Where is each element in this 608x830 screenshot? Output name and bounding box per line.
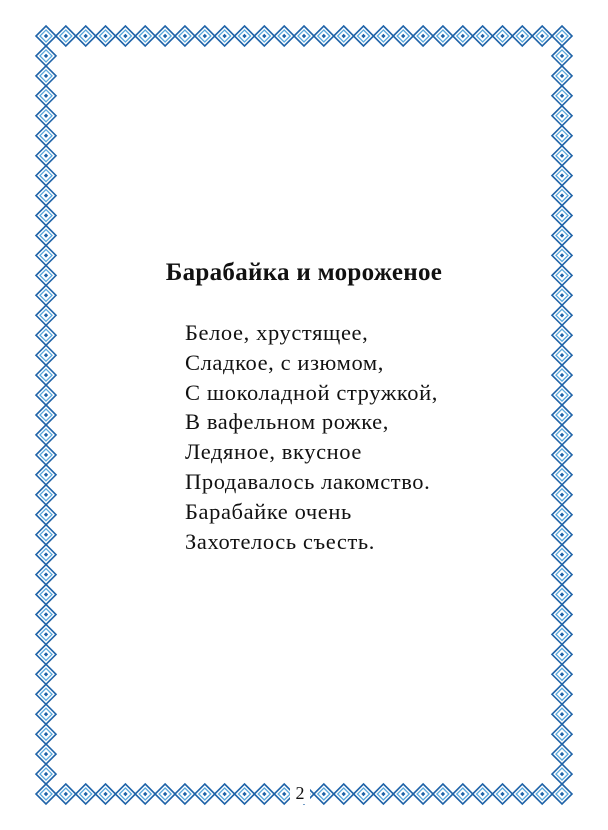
diamond-ornament-icon — [135, 784, 155, 804]
diamond-ornament-icon — [36, 505, 56, 525]
diamond-ornament-icon — [552, 425, 572, 445]
diamond-ornament-icon — [552, 46, 572, 66]
poem-line: В вафельном рожке, — [185, 409, 389, 435]
diamond-ornament-icon — [552, 106, 572, 126]
diamond-ornament-icon — [532, 784, 552, 804]
diamond-ornament-icon — [36, 405, 56, 425]
diamond-ornament-icon — [413, 784, 433, 804]
diamond-ornament-icon — [433, 26, 453, 46]
diamond-ornament-icon — [36, 186, 56, 206]
diamond-ornament-icon — [552, 325, 572, 345]
diamond-ornament-icon — [552, 624, 572, 644]
diamond-ornament-icon — [36, 425, 56, 445]
diamond-ornament-icon — [36, 624, 56, 644]
diamond-ornament-icon — [552, 684, 572, 704]
diamond-ornament-icon — [512, 26, 532, 46]
diamond-ornament-icon — [36, 86, 56, 106]
diamond-ornament-icon — [552, 605, 572, 625]
diamond-ornament-icon — [36, 166, 56, 186]
diamond-ornament-icon — [552, 585, 572, 605]
diamond-ornament-icon — [552, 644, 572, 664]
diamond-ornament-icon — [36, 764, 56, 784]
diamond-ornament-icon — [36, 724, 56, 744]
diamond-ornament-icon — [36, 325, 56, 345]
diamond-ornament-icon — [36, 365, 56, 385]
diamond-ornament-icon — [36, 305, 56, 325]
diamond-ornament-icon — [76, 784, 96, 804]
diamond-ornament-icon — [314, 26, 334, 46]
diamond-ornament-icon — [36, 285, 56, 305]
diamond-ornament-icon — [115, 784, 135, 804]
diamond-ornament-icon — [532, 26, 552, 46]
diamond-ornament-icon — [453, 26, 473, 46]
diamond-ornament-icon — [552, 206, 572, 226]
diamond-ornament-icon — [36, 585, 56, 605]
diamond-ornament-icon — [552, 365, 572, 385]
diamond-ornament-icon — [334, 784, 354, 804]
diamond-ornament-icon — [552, 505, 572, 525]
diamond-ornament-icon — [493, 784, 513, 804]
diamond-ornament-icon — [36, 744, 56, 764]
poem-text — [185, 318, 438, 556]
diamond-ornament-icon — [354, 26, 374, 46]
diamond-ornament-icon — [552, 186, 572, 206]
diamond-ornament-icon — [552, 166, 572, 186]
diamond-ornament-icon — [294, 26, 314, 46]
diamond-ornament-icon — [552, 465, 572, 485]
diamond-ornament-icon — [36, 644, 56, 664]
diamond-ornament-icon — [334, 26, 354, 46]
diamond-ornament-icon — [36, 385, 56, 405]
diamond-ornament-icon — [552, 285, 572, 305]
diamond-ornament-icon — [36, 445, 56, 465]
diamond-ornament-icon — [36, 465, 56, 485]
diamond-ornament-icon — [56, 784, 76, 804]
page-title: Барабайка и мороженое — [165, 259, 443, 286]
diamond-ornament-icon — [235, 26, 255, 46]
diamond-ornament-icon — [552, 345, 572, 365]
diamond-ornament-icon — [36, 545, 56, 565]
diamond-ornament-icon — [56, 26, 76, 46]
diamond-ornament-icon — [36, 206, 56, 226]
diamond-ornament-icon — [512, 784, 532, 804]
diamond-ornament-icon — [552, 525, 572, 545]
poem-line: Сладкое, с изюмом, — [185, 349, 384, 375]
diamond-ornament-icon — [36, 565, 56, 585]
diamond-ornament-icon — [433, 784, 453, 804]
diamond-ornament-icon — [155, 784, 175, 804]
diamond-ornament-icon — [36, 66, 56, 86]
diamond-ornament-icon — [36, 485, 56, 505]
diamond-ornament-icon — [453, 784, 473, 804]
diamond-ornament-icon — [76, 26, 96, 46]
diamond-ornament-icon — [552, 146, 572, 166]
diamond-ornament-icon — [552, 744, 572, 764]
diamond-ornament-icon — [552, 565, 572, 585]
diamond-ornament-icon — [552, 764, 572, 784]
diamond-ornament-icon — [36, 605, 56, 625]
diamond-ornament-icon — [36, 126, 56, 146]
diamond-ornament-icon — [552, 704, 572, 724]
diamond-ornament-icon — [235, 784, 255, 804]
diamond-ornament-icon — [552, 545, 572, 565]
poem-line: Белое, хрустящее, — [185, 320, 369, 345]
diamond-ornament-icon — [215, 26, 235, 46]
diamond-ornament-icon — [552, 445, 572, 465]
diamond-ornament-icon — [36, 106, 56, 126]
diamond-ornament-icon — [552, 66, 572, 86]
poem-line: Захотелось съесть. — [185, 528, 376, 554]
diamond-ornament-icon — [552, 26, 572, 46]
diamond-ornament-icon — [552, 385, 572, 405]
diamond-ornament-icon — [493, 26, 513, 46]
diamond-ornament-icon — [155, 26, 175, 46]
diamond-ornament-icon — [36, 784, 56, 804]
diamond-ornament-icon — [36, 26, 56, 46]
diamond-ornament-icon — [274, 26, 294, 46]
diamond-ornament-icon — [96, 784, 116, 804]
diamond-ornament-icon — [552, 305, 572, 325]
diamond-ornament-icon — [354, 784, 374, 804]
diamond-ornament-icon — [552, 86, 572, 106]
diamond-ornament-icon — [393, 26, 413, 46]
diamond-ornament-icon — [96, 26, 116, 46]
poem-line: Продавалось лакомство. — [185, 468, 431, 494]
page-number: 2 — [290, 783, 310, 804]
diamond-ornament-icon — [36, 664, 56, 684]
diamond-ornament-icon — [195, 784, 215, 804]
diamond-ornament-icon — [254, 784, 274, 804]
diamond-ornament-icon — [135, 26, 155, 46]
diamond-ornament-icon — [552, 784, 572, 804]
poem-line: Ледяное, вкусное — [185, 439, 363, 465]
poem-line: Барабайке очень — [185, 498, 352, 524]
diamond-ornament-icon — [552, 226, 572, 246]
diamond-ornament-icon — [36, 146, 56, 166]
diamond-ornament-icon — [473, 784, 493, 804]
diamond-ornament-icon — [552, 485, 572, 505]
diamond-ornament-icon — [36, 226, 56, 246]
diamond-ornament-icon — [552, 126, 572, 146]
diamond-ornament-icon — [175, 26, 195, 46]
diamond-ornament-icon — [36, 684, 56, 704]
diamond-ornament-icon — [36, 345, 56, 365]
diamond-ornament-icon — [36, 46, 56, 66]
poem-line: С шоколадной стружкой, — [185, 379, 439, 405]
diamond-ornament-icon — [373, 26, 393, 46]
diamond-ornament-icon — [36, 525, 56, 545]
diamond-ornament-icon — [175, 784, 195, 804]
diamond-ornament-icon — [393, 784, 413, 804]
diamond-ornament-icon — [552, 405, 572, 425]
diamond-ornament-icon — [314, 784, 334, 804]
diamond-ornament-icon — [36, 704, 56, 724]
diamond-ornament-icon — [115, 26, 135, 46]
diamond-ornament-icon — [413, 26, 433, 46]
diamond-ornament-icon — [552, 724, 572, 744]
diamond-ornament-icon — [254, 26, 274, 46]
diamond-ornament-icon — [473, 26, 493, 46]
diamond-ornament-icon — [373, 784, 393, 804]
diamond-ornament-icon — [552, 664, 572, 684]
diamond-ornament-icon — [195, 26, 215, 46]
diamond-ornament-icon — [215, 784, 235, 804]
